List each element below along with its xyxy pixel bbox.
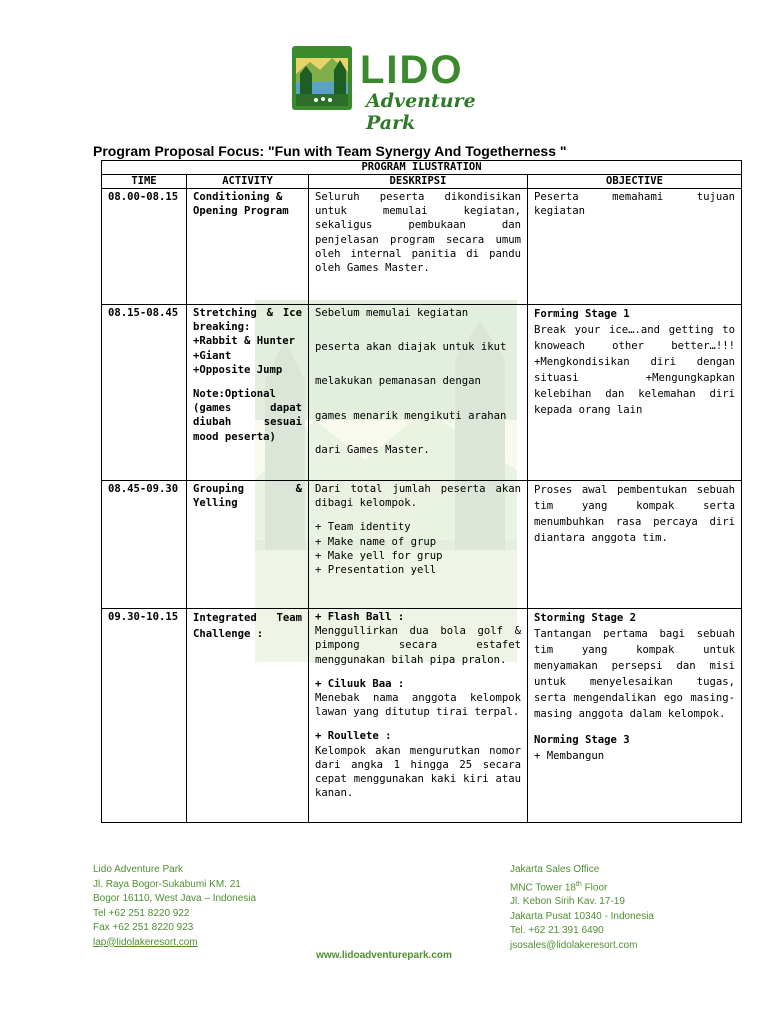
- cell-time: 08.45-09.30: [102, 481, 187, 609]
- footer-fax: Fax +62 251 8220 923: [93, 922, 194, 933]
- footer-address-line: Jakarta Pusat 10340 - Indonesia: [510, 910, 654, 922]
- page-title: Program Proposal Focus: "Fun with Team Synergy And Togetherness ": [93, 143, 567, 159]
- objective-title: Storming Stage 2: [534, 612, 637, 624]
- program-table: [101, 160, 742, 823]
- description-item: + Make name of grup: [315, 535, 437, 548]
- cell-activity: Integrated Team Challenge :: [187, 609, 309, 823]
- activity-item: +Rabbit & Hunter: [193, 335, 296, 348]
- cell-time: 08.15-08.45: [102, 305, 187, 481]
- logo-tagline: Adventure Park: [366, 90, 476, 134]
- cell-objective: [528, 609, 742, 823]
- footer-email-link[interactable]: lap@lidolakeresort.com: [93, 936, 198, 948]
- activity-note: Note:Optional (games dapat diubah sesuai mood peserta): [193, 388, 302, 443]
- table-row: [102, 609, 742, 823]
- footer-right-address: [510, 863, 654, 953]
- column-header-activity: ACTIVITY: [187, 175, 309, 189]
- footer-address-line: Jl. Kebon Sirih Kav. 17-19: [510, 896, 625, 908]
- game-text: Menggullirkan dua bola golf & pimpong secara estafet menggunakan bilah pipa pralon.: [315, 625, 521, 666]
- objective-text: Tantangan pertama bagi sebuah tim yang kompak untuk menyamakan persepsi dan misi untuk menyelesaikan tugas, serta mengendalikan ego masing-masing anggota dalam kelompok.: [534, 628, 735, 720]
- cell-objective: Peserta memahami tujuan kegiatan: [528, 189, 742, 305]
- objective-title: Forming Stage 1: [534, 308, 630, 320]
- footer-address-line: Jl. Raya Bogor-Sukabumi KM. 21: [93, 878, 241, 890]
- footer-address-line: MNC Tower 18th Floor: [510, 880, 608, 893]
- footer-email[interactable]: jsosales@lidolakeresort.com: [510, 939, 638, 951]
- description-item: + Make yell for grup: [315, 549, 443, 562]
- footer-website-link[interactable]: www.lidoadventurepark.com: [316, 950, 452, 961]
- description-item: + Team identity: [315, 521, 411, 534]
- footer-left-address: [93, 863, 256, 950]
- description-line: games menarik mengikuti arahan: [315, 409, 507, 422]
- footer-office: Jakarta Sales Office: [510, 864, 600, 875]
- activity-item: +Giant: [193, 349, 232, 362]
- objective-text: + Membangun: [534, 750, 605, 762]
- column-header-description: DESKRIPSI: [309, 175, 528, 189]
- activity-title: Stretching & Ice breaking:: [193, 307, 302, 334]
- cell-activity: [187, 305, 309, 481]
- table-row: [102, 305, 742, 481]
- footer-address-line: Bogor 16110, West Java – Indonesia: [93, 893, 257, 904]
- objective-text: Break your ice….and getting to knoweach other better…!!! +Mengkondisikan diri dengan situasi +Mengungkapkan kelebihan dan kelemahan diri kepada orang lain: [534, 324, 735, 416]
- column-header-objective: OBJECTIVE: [528, 175, 742, 189]
- table-header-row: [102, 175, 742, 189]
- cell-objective: [528, 305, 742, 481]
- cell-time: 09.30-10.15: [102, 609, 187, 823]
- game-name: + Ciluuk Baa :: [315, 677, 405, 690]
- game-name: + Flash Ball :: [315, 611, 405, 623]
- game-text: Menebak nama anggota kelompok lawan yang ditutup tirai terpal.: [315, 692, 521, 719]
- objective-title: Norming Stage 3: [534, 734, 630, 746]
- cell-description: [309, 609, 528, 823]
- footer-phone: Tel +62 251 8220 922: [93, 907, 190, 919]
- table-row: [102, 189, 742, 305]
- description-item: + Presentation yell: [315, 564, 437, 577]
- cell-time: 08.00-08.15: [102, 189, 187, 305]
- lido-logo: [290, 44, 480, 134]
- cell-activity: Conditioning & Opening Program: [187, 189, 309, 305]
- description-line: peserta akan diajak untuk ikut: [315, 341, 507, 354]
- cell-description: [309, 481, 528, 609]
- game-name: + Roullete :: [315, 730, 392, 743]
- table-row: [102, 481, 742, 609]
- table-heading: PROGRAM ILUSTRATION: [102, 161, 742, 175]
- activity-item: +Opposite Jump: [193, 363, 283, 376]
- table-heading-row: [102, 161, 742, 175]
- description-line: melakukan pemanasan dengan: [315, 375, 481, 388]
- description-line: Sebelum memulai kegiatan: [315, 307, 469, 319]
- game-text: Kelompok akan mengurutkan nomor dari angka 1 hingga 25 secara cepat menggunakan kaki kiri atau kanan.: [315, 744, 521, 800]
- logo-emblem-icon: [290, 44, 354, 112]
- description-text: Dari total jumlah peserta akan dibagi kelompok.: [315, 483, 521, 510]
- description-line: dari Games Master.: [315, 443, 430, 456]
- cell-objective: Proses awal pembentukan sebuah tim yang kompak serta menumbuhkan rasa percaya diri diantara anggota tim.: [528, 481, 742, 609]
- cell-description: Seluruh peserta dikondisikan untuk memulai kegiatan, sekaligus pembukaan dan penjelasan program secara umum oleh internal panitia di pandu oleh Games Master.: [309, 189, 528, 305]
- footer-company: Lido Adventure Park: [93, 864, 184, 875]
- cell-description: [309, 305, 528, 481]
- logo-wordmark: LIDO: [360, 48, 464, 92]
- column-header-time: TIME: [102, 175, 187, 189]
- cell-activity: Grouping & Yelling: [187, 481, 309, 609]
- footer-phone: Tel. +62 21 391 6490: [510, 925, 604, 937]
